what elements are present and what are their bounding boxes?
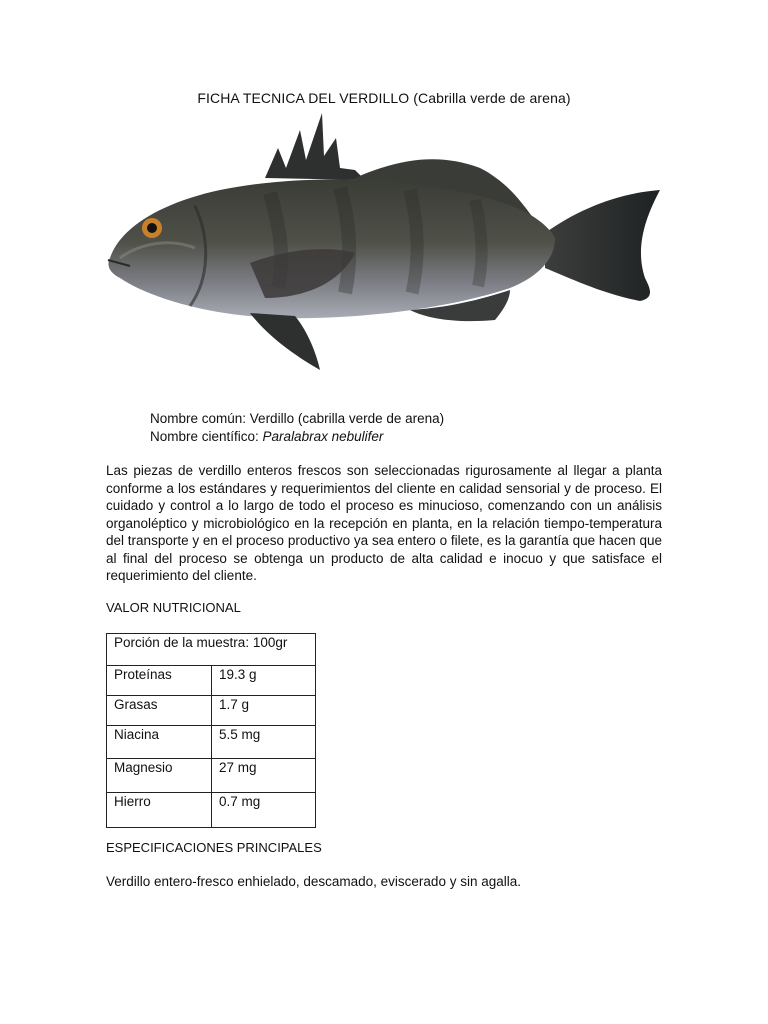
nutrient-name: Magnesio (107, 759, 212, 793)
nutrient-value: 5.5 mg (212, 726, 316, 759)
common-name-label: Nombre común: (150, 411, 250, 426)
nutrient-name: Niacina (107, 726, 212, 759)
fish-image (100, 108, 665, 378)
nutrient-name: Grasas (107, 696, 212, 726)
description-paragraph: Las piezas de verdillo enteros frescos son seleccionadas rigurosamente al llegar a planta conforme a los estándares y requerimientos del cliente en calidad sensorial y de proceso. El cuidado y control a lo largo de todo el proceso es minucioso, comenzando con un análisis organoléptico y microbiológico en la recepción en planta, en la relación tiempo-temperatura del transporte y en el proceso productivo ya sea entero o filete, es la garantía que hacen que al final del proceso se obtenga un producto de alta calidad e inocuo y que satisface el requerimiento del cliente. (106, 463, 662, 583)
nutrition-table-header-row (107, 634, 316, 666)
table-row (107, 793, 316, 828)
table-row (107, 696, 316, 726)
fish-names (150, 410, 444, 446)
specifications-heading: ESPECIFICACIONES PRINCIPALES (106, 840, 322, 855)
scientific-name-value: Paralabrax nebulifer (262, 429, 384, 444)
document-title: FICHA TECNICA DEL VERDILLO (Cabrilla verde de arena) (197, 90, 571, 106)
nutrition-table-header: Porción de la muestra: 100gr (107, 634, 316, 666)
table-row (107, 726, 316, 759)
nutrient-value: 19.3 g (212, 666, 316, 696)
table-row (107, 666, 316, 696)
nutrient-value: 0.7 mg (212, 793, 316, 828)
common-name-line (150, 410, 444, 428)
specifications-text: Verdillo entero-fresco enhielado, descamado, eviscerado y sin agalla. (106, 874, 521, 889)
nutrient-name: Hierro (107, 793, 212, 828)
nutrition-table (106, 633, 316, 828)
nutrient-value: 27 mg (212, 759, 316, 793)
scientific-name-line (150, 428, 444, 446)
common-name-value: Verdillo (cabrilla verde de arena) (249, 411, 445, 426)
nutrient-name: Proteínas (107, 666, 212, 696)
nutrient-value: 1.7 g (212, 696, 316, 726)
table-row (107, 759, 316, 793)
scientific-name-label: Nombre científico: (150, 429, 263, 444)
nutrition-heading: VALOR NUTRICIONAL (106, 600, 241, 615)
